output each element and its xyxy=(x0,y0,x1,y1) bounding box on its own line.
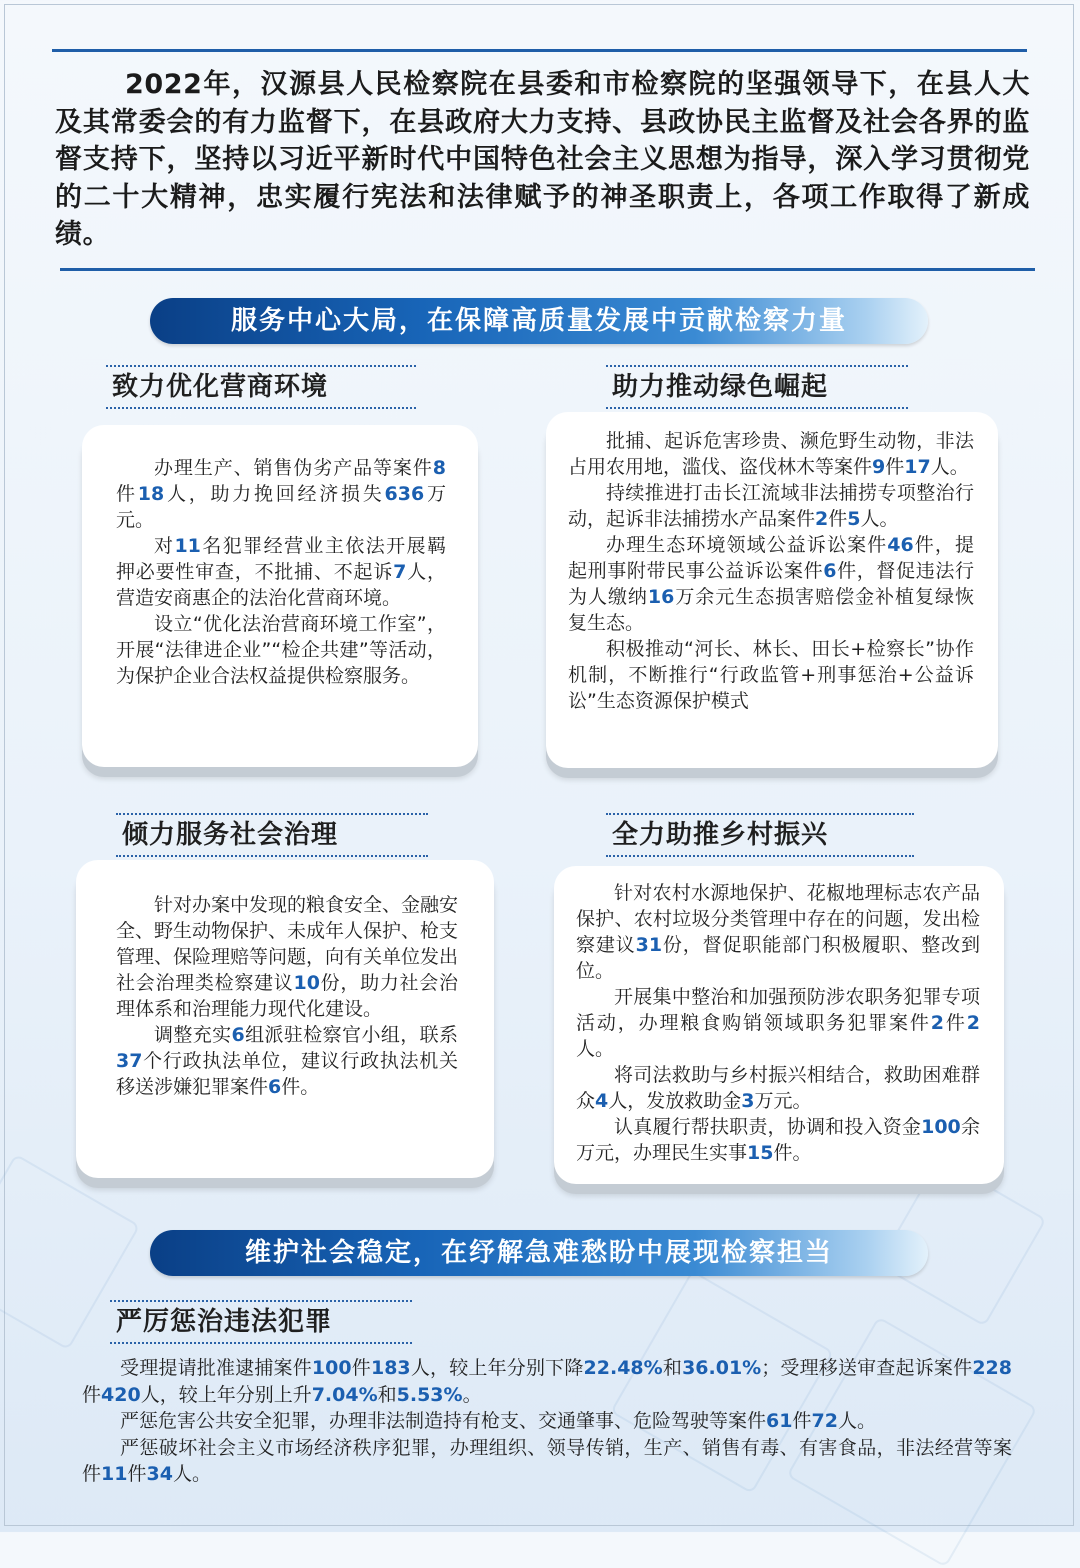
text-segment: 开展集中整治和加强预防涉农职务犯罪专项活动，办理粮食购销领域职务犯罪案件 xyxy=(576,986,980,1034)
text-segment: 人，较上年分别上升 xyxy=(140,1383,312,1406)
card-green-development xyxy=(546,412,998,768)
governance-p1 xyxy=(116,892,458,1022)
green-p2 xyxy=(568,480,974,532)
highlight-number: 16 xyxy=(647,586,675,608)
text-segment: 办理生产、销售伪劣产品等案件 xyxy=(154,457,433,479)
rural-p4 xyxy=(576,1114,980,1166)
text-segment: 件 xyxy=(885,456,905,478)
highlight-number: 15 xyxy=(747,1142,774,1164)
highlight-number: 10 xyxy=(293,972,320,994)
text-segment: 人。 xyxy=(930,456,969,478)
highlight-number: 3 xyxy=(741,1090,755,1112)
text-segment: 严惩危害公共安全犯罪，办理非法制造持有枪支、交通肇事、危险驾驶等案件 xyxy=(120,1410,767,1432)
crime-p3 xyxy=(82,1435,1012,1488)
heading-rural-revitalization: 全力助推乡村振兴 xyxy=(606,813,914,857)
text-segment: 和 xyxy=(377,1383,397,1406)
text-segment: 名犯罪经营业主依法开展羁押必要性审查，不批捕、不起诉 xyxy=(116,535,446,583)
highlight-number: 31 xyxy=(635,934,663,956)
text-segment: 人，较上年分别下降 xyxy=(410,1357,584,1379)
highlight-number: 11 xyxy=(101,1463,128,1485)
card-business-environment xyxy=(82,425,478,767)
text-segment: 件。 xyxy=(281,1076,320,1098)
text-segment: 件 xyxy=(127,1463,147,1485)
rural-p1 xyxy=(576,880,980,984)
highlight-number: 7.04% xyxy=(311,1383,378,1406)
text-segment: 件 xyxy=(792,1410,812,1432)
heading-business-environment: 致力优化营商环境 xyxy=(106,365,416,409)
text-segment: 严惩破坏社会主义市场经济秩序犯罪，办理组织、领导传销，生产、销售有毒、有害食品，非法经营等案件 xyxy=(82,1436,1012,1485)
highlight-number: 2 xyxy=(966,1012,980,1034)
highlight-number: 100 xyxy=(921,1116,961,1138)
crime-text-block xyxy=(82,1355,1012,1488)
highlight-number: 420 xyxy=(101,1383,141,1406)
text-segment: 将司法救助与乡村振兴相结合，救助困难群众 xyxy=(576,1064,980,1112)
heading-social-governance: 倾力服务社会治理 xyxy=(116,813,428,857)
text-segment: ；受理移送审查起诉案件 xyxy=(761,1357,973,1379)
text-segment: 人。 xyxy=(576,1038,615,1060)
green-p3 xyxy=(568,532,974,636)
highlight-number: 2 xyxy=(930,1012,944,1034)
text-segment: 万元。 xyxy=(116,483,446,531)
text-segment: 。 xyxy=(462,1383,482,1406)
rural-p3 xyxy=(576,1062,980,1114)
green-p1 xyxy=(568,428,974,480)
highlight-number: 7 xyxy=(393,561,407,583)
text-segment: 和 xyxy=(662,1357,683,1379)
text-segment: 万余元生态损害赔偿金补植复绿恢复生态。 xyxy=(568,586,974,634)
text-segment: 持续推进打击长江流域非法捕捞专项整治行动，起诉非法捕捞水产品案件 xyxy=(568,482,974,530)
highlight-number: 46 xyxy=(887,534,914,556)
highlight-number: 8 xyxy=(432,457,446,479)
text-segment: 组派驻检察官小组，联系 xyxy=(244,1024,458,1046)
highlight-number: 100 xyxy=(311,1357,352,1379)
text-segment: 积极推动“河长、林长、田长+检察长”协作机制，不断推行“行政监管+刑事惩治+公益诉讼”生态资源保护模式 xyxy=(568,638,974,712)
highlight-number: 228 xyxy=(972,1357,1012,1379)
text-segment: 调整充实 xyxy=(154,1024,232,1046)
business-p2 xyxy=(116,533,446,611)
text-segment: 件。 xyxy=(773,1142,812,1164)
text-segment: 份，督促职能部门积极履职、整改到位。 xyxy=(576,934,980,982)
highlight-number: 18 xyxy=(137,483,165,505)
governance-p2 xyxy=(116,1022,458,1100)
text-segment: 件 xyxy=(116,483,138,505)
highlight-number: 11 xyxy=(174,535,201,557)
text-segment: 人。 xyxy=(172,1463,211,1485)
highlight-number: 4 xyxy=(595,1090,609,1112)
business-p1 xyxy=(116,455,446,533)
rural-p2 xyxy=(576,984,980,1062)
intro-bottom-rule xyxy=(60,268,1035,271)
card-rural-revitalization xyxy=(554,866,1004,1184)
text-segment: 件 xyxy=(351,1357,371,1379)
highlight-number: 22.48% xyxy=(583,1357,663,1379)
crime-p2 xyxy=(82,1408,1012,1435)
business-p3 xyxy=(116,611,446,689)
text-segment: 人。 xyxy=(837,1410,876,1432)
text-segment: 针对农村水源地保护、花椒地理标志农产品保护、农村垃圾分类管理中存在的问题，发出检察建议 xyxy=(576,882,980,956)
text-segment: 件，督促违法行为人缴纳 xyxy=(568,560,974,608)
crime-p1 xyxy=(82,1355,1012,1408)
highlight-number: 6 xyxy=(268,1076,282,1098)
highlight-number: 36.01% xyxy=(682,1357,762,1379)
intro-text: 2022年，汉源县人民检察院在县委和市检察院的坚强领导下，在县人大及其常委会的有力监督下，在县政府大力支持、县政协民主监督及社会各界的监督支持下，坚持以习近平新时代中国特色社会主义思想为指导，深入学习贯彻党的二十大精神，忠实履行宪法和法律赋予的神圣职责上，各项工作取得了新成绩。 xyxy=(55,69,1030,250)
text-segment: 件 xyxy=(82,1383,102,1406)
text-segment: 对 xyxy=(154,535,175,557)
text-segment: 受理提请批准逮捕案件 xyxy=(120,1357,312,1379)
card-social-governance xyxy=(76,860,494,1178)
top-rule xyxy=(52,49,1027,52)
highlight-number: 636 xyxy=(384,483,425,505)
text-segment: 批捕、起诉危害珍贵、濒危野生动物，非法占用农用地，滥伐、盗伐林木等案件 xyxy=(568,430,974,478)
highlight-number: 34 xyxy=(146,1463,173,1485)
heading-crime-punishment: 严厉惩治违法犯罪 xyxy=(110,1300,412,1344)
text-segment: 人。 xyxy=(860,508,899,530)
text-segment: 件，提起刑事附带民事公益诉讼案件 xyxy=(568,534,974,582)
highlight-number: 9 xyxy=(872,456,886,478)
highlight-number: 6 xyxy=(823,560,837,582)
green-p4 xyxy=(568,636,974,714)
text-segment: 针对办案中发现的粮食安全、金融安全、野生动物保护、未成年人保护、枪支管理、保险理赔等问题，向有关单位发出社会治理类检察建议 xyxy=(116,894,459,994)
text-segment: 人，发放救助金 xyxy=(608,1090,742,1112)
highlight-number: 5.53% xyxy=(396,1383,463,1406)
heading-green-development: 助力推动绿色崛起 xyxy=(606,365,908,409)
text-segment: 万元。 xyxy=(754,1090,812,1112)
text-segment: 余万元，办理民生实事 xyxy=(576,1116,980,1164)
text-segment: 认真履行帮扶职责，协调和投入资金 xyxy=(614,1116,922,1138)
highlight-number: 2 xyxy=(815,508,829,530)
intro-paragraph xyxy=(55,66,1030,254)
highlight-number: 37 xyxy=(116,1050,143,1072)
highlight-number: 5 xyxy=(847,508,861,530)
text-segment: 件 xyxy=(944,1012,967,1034)
text-segment: 人，助力挽回经济损失 xyxy=(164,483,385,505)
text-segment: 人，营造安商惠企的法治化营商环境。 xyxy=(116,561,446,609)
highlight-number: 72 xyxy=(811,1410,838,1432)
text-segment: 个行政执法单位，建议行政执法机关移送涉嫌犯罪案件 xyxy=(116,1050,458,1098)
highlight-number: 6 xyxy=(231,1024,245,1046)
text-segment: 份，助力社会治理体系和治理能力现代化建设。 xyxy=(116,972,458,1020)
highlight-number: 183 xyxy=(370,1357,411,1379)
highlight-number: 61 xyxy=(766,1410,793,1432)
text-segment: 办理生态环境领域公益诉讼案件 xyxy=(606,534,888,556)
text-segment: 件 xyxy=(828,508,848,530)
text-segment: 设立“优化法治营商环境工作室”，开展“法律进企业”“检企共建”等活动，为保护企业合法权益提供检察服务。 xyxy=(116,613,446,687)
highlight-number: 17 xyxy=(904,456,931,478)
section-banner-development: 服务中心大局，在保障高质量发展中贡献检察力量 xyxy=(150,298,928,344)
section-banner-stability: 维护社会稳定，在纾解急难愁盼中展现检察担当 xyxy=(150,1230,928,1276)
